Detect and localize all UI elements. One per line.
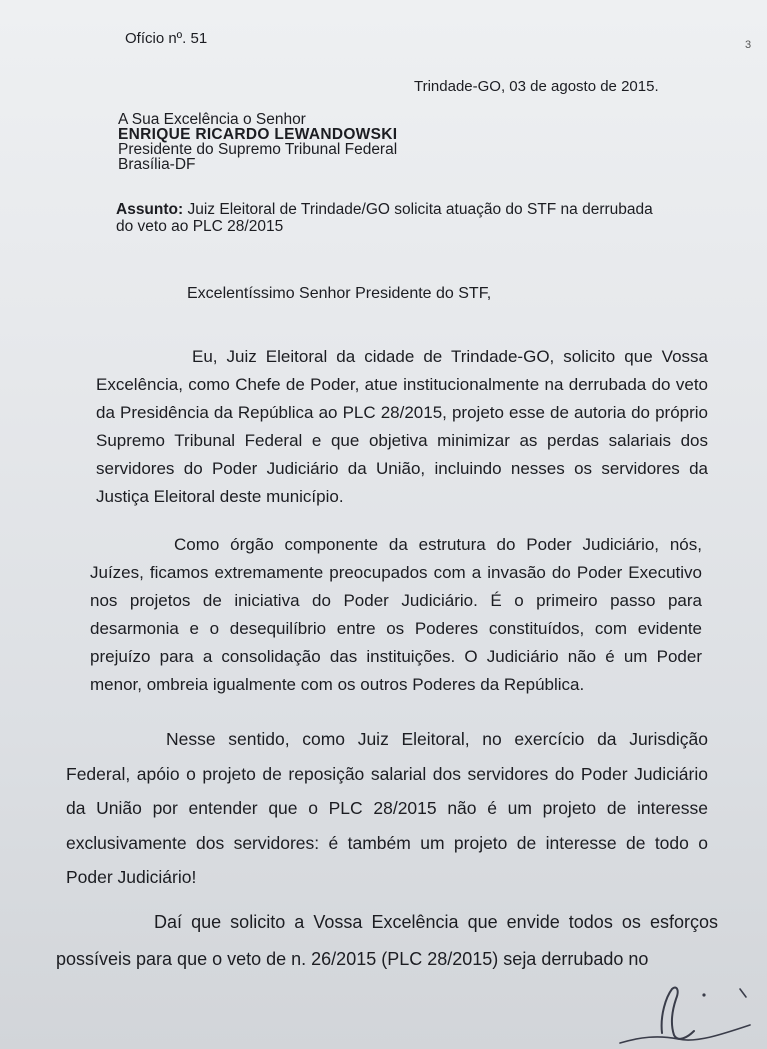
handwritten-signature xyxy=(600,975,760,1049)
subject-label: Assunto: xyxy=(116,201,184,218)
body-paragraph xyxy=(56,904,718,978)
addressee-title: Presidente do Supremo Tribunal Federal xyxy=(118,141,398,158)
paragraph-text: Eu, Juiz Eleitoral da cidade de Trindade-GO, solicito que Vossa Excelência, como Chefe de Poder, atue institucionalmente na derrubada do veto da Presidência da República ao PLC 28/2015, projeto esse de autoria do próprio Supremo Tribunal Federal e que objetiva minimizar as perdas salariais dos servidores do Poder Judiciário da União, incluindo nesses os servidores da Justiça Eleitoral deste município. xyxy=(96,347,708,506)
paragraph-text: Daí que solicito a Vossa Excelência que envide todos os esforços possíveis para que o veto de n. 26/2015 (PLC 28/2015) seja derrubado no xyxy=(56,912,718,969)
addressee-name: ENRIQUE RICARDO LEWANDOWSKI xyxy=(118,126,398,143)
paragraph-text: Nesse sentido, como Juiz Eleitoral, no exercício da Jurisdição Federal, apóio o projeto de reposição salarial dos servidores do Poder Judiciário da União por entender que o PLC 28/2015 não é um projeto de interesse exclusivamente dos servidores: é também um projeto de interesse de todo o Poder Judiciário! xyxy=(66,729,708,887)
addressee-city: Brasília-DF xyxy=(118,156,196,173)
subject-line xyxy=(116,201,661,235)
greeting: Excelentíssimo Senhor Presidente do STF, xyxy=(187,285,492,302)
body-paragraph xyxy=(96,343,708,511)
margin-page-mark: 3 xyxy=(745,39,752,51)
body-paragraph xyxy=(66,722,708,895)
date-line: Trindade-GO, 03 de agosto de 2015. xyxy=(414,78,659,95)
reference-number: Ofício nº. 51 xyxy=(125,30,208,47)
addressee-block xyxy=(118,112,397,172)
body-paragraph xyxy=(90,531,702,699)
addressee-salutation: A Sua Excelência o Senhor xyxy=(118,111,306,128)
paragraph-text: Como órgão componente da estrutura do Poder Judiciário, nós, Juízes, ficamos extremamente preocupados com a invasão do Poder Executivo nos projetos de iniciativa do Poder Judiciário. É o primeiro passo para desarmonia e o desequilíbrio entre os Poderes constituídos, com evidente prejuízo para a consolidação das instituições. O Judiciário não é um Poder menor, ombreia igualmente com os outros Poderes da República. xyxy=(90,535,702,694)
subject-text: Juiz Eleitoral de Trindade/GO solicita atuação do STF na derrubada do veto ao PLC 28/2015 xyxy=(116,201,653,235)
